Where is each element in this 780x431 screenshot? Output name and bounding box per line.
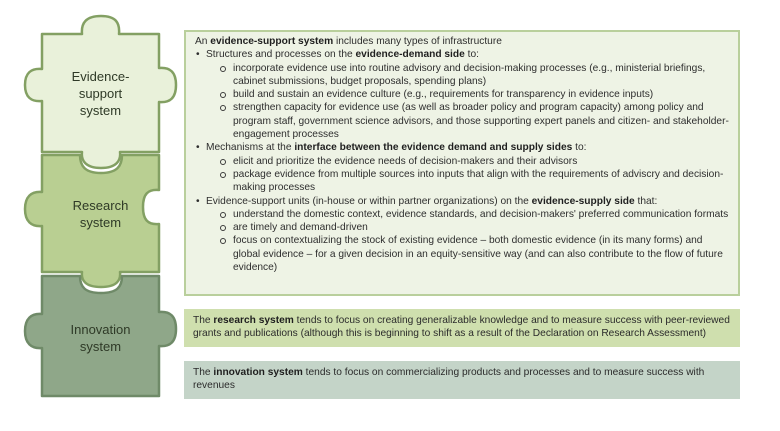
supply-subitem: understand the domestic context, evidence standards, and decision-makers' preferred communication formats <box>206 208 730 221</box>
innovation-text-end: tends to focus on commercializing products and processes and to measure success with revenues <box>193 367 705 392</box>
research-bold: research system <box>213 315 294 326</box>
interface-text: Mechanisms at the <box>206 142 295 154</box>
demand-bold: evidence-demand side <box>355 49 465 61</box>
evidence-label-line3: system <box>79 103 122 118</box>
demand-text: Structures and processes on the <box>206 49 356 61</box>
demand-sublist <box>206 62 730 142</box>
research-label-line1: Research <box>72 198 129 213</box>
innovation-label-line2: system <box>79 339 122 354</box>
innovation-text: The <box>193 367 214 378</box>
interface-item <box>195 141 730 194</box>
supply-text: Evidence-support units (in-house or within partner organizations) on the <box>206 195 532 207</box>
evidence-list <box>195 48 730 274</box>
innovation-label-line1: Innovation <box>70 322 131 337</box>
supply-sublist <box>206 208 730 274</box>
research-piece-label <box>45 197 156 231</box>
interface-subitem: elicit and prioritize the evidence needs of decision-makers and their advisors <box>206 155 730 168</box>
innovation-bold: innovation system <box>213 367 303 378</box>
intro-text-end: includes many types of infrastructure <box>333 36 502 47</box>
research-text-end: tends to focus on creating generalizable knowledge and to measure success with peer-reviewed grants and publications (although this is beginning to shift as a result of the Declaration on Research Assessment) <box>193 315 730 340</box>
interface-text-end: to: <box>572 142 587 154</box>
evidence-support-panel <box>184 30 740 296</box>
evidence-intro <box>195 35 730 48</box>
demand-side-item <box>195 48 730 141</box>
interface-sublist <box>206 155 730 195</box>
demand-subitem: build and sustain an evidence culture (e.g., requirements for transparency in evidence inputs) <box>206 88 730 101</box>
demand-subitem: strengthen capacity for evidence use (as well as broader policy and program capacity) among policy and program staff, government science advisors, and those supporting expert panels and citizen- and stakeholder-engagement processes <box>206 101 730 141</box>
evidence-label-line1: Evidence- <box>71 69 130 84</box>
supply-subitem: are timely and demand-driven <box>206 221 730 234</box>
evidence-label-line2: support <box>78 86 123 101</box>
intro-bold: evidence-support system <box>210 36 334 47</box>
interface-bold: interface between the evidence demand and supply sides <box>294 142 573 154</box>
demand-subitem: incorporate evidence use into routine advisory and decision-making processes (e.g., ministerial briefings, cabinet submissions, budget proposals, spending plans) <box>206 62 730 89</box>
interface-subitem: package evidence from multiple sources into inputs that align with the requirements of adviscry and decision-making processes <box>206 168 730 195</box>
research-system-panel <box>184 309 740 347</box>
supply-side-item <box>195 195 730 275</box>
supply-text-end: that: <box>634 195 658 207</box>
research-text: The <box>193 315 214 326</box>
intro-text: An <box>195 36 211 47</box>
innovation-system-panel <box>184 361 740 399</box>
research-label-line2: system <box>79 215 122 230</box>
demand-text-end: to: <box>464 49 479 61</box>
innovation-piece-label <box>45 321 156 355</box>
supply-subitem: focus on contextualizing the stock of existing evidence – both domestic evidence (in its many forms) and global evidence – for a given decision in an equity-sensitive way (and can also contribute to the flow of future evidence) <box>206 234 730 274</box>
supply-bold: evidence-supply side <box>531 195 635 207</box>
evidence-piece-label <box>45 68 156 119</box>
